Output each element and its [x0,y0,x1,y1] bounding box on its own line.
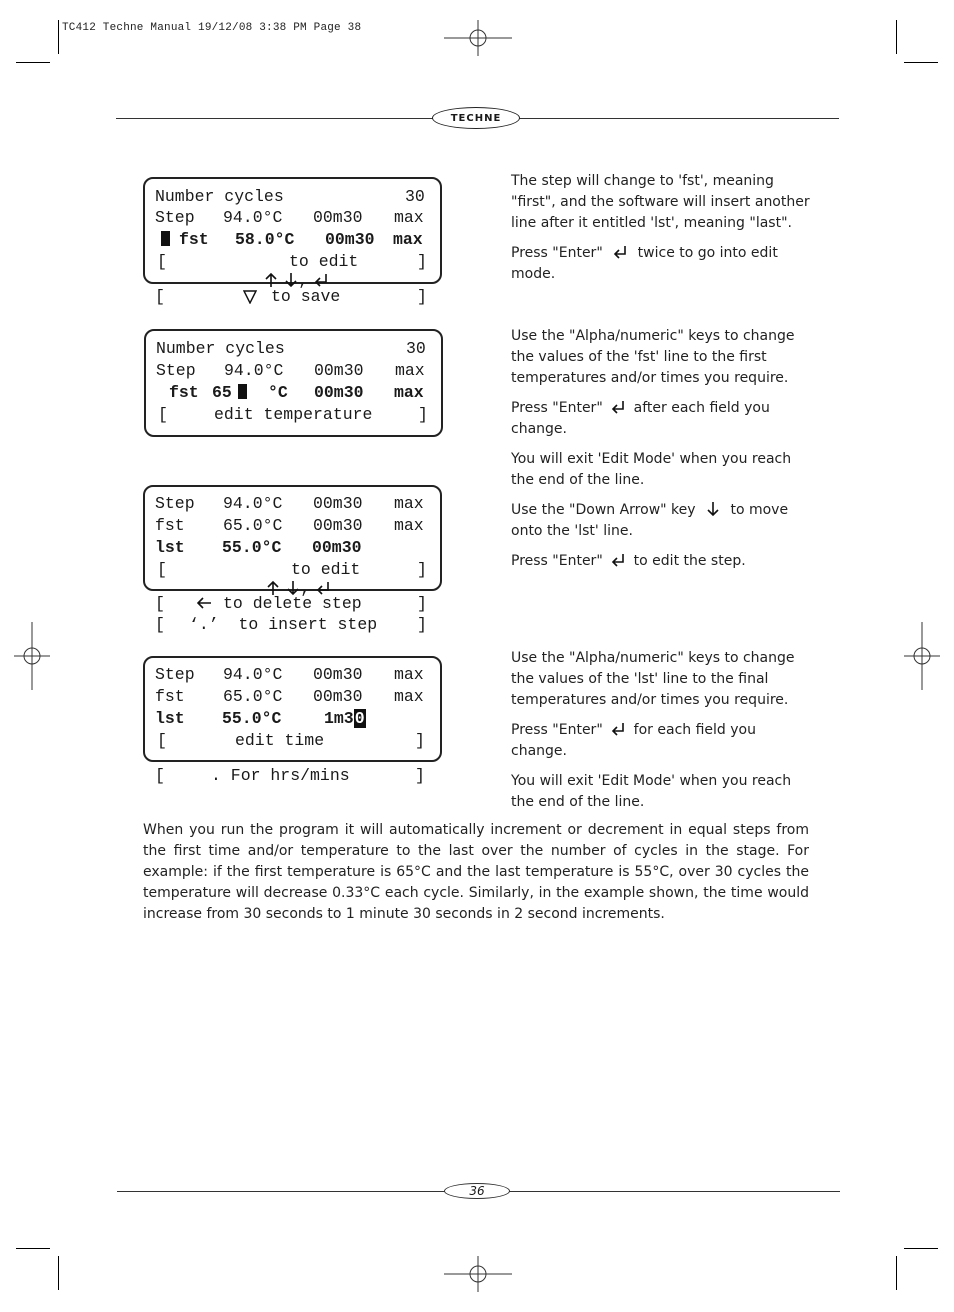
description-text [511,500,811,542]
lcd-temperature: 65 [212,383,232,402]
lcd-cursor [238,384,247,399]
hint-text: to delete step [223,594,362,613]
lcd-time: 00m30 [314,383,364,402]
print-slug: TC412 Techne Manual 19/12/08 3:38 PM Page 38 [62,22,362,34]
lcd-temperature: 65.0°C [223,516,283,535]
description-text: You will exit 'Edit Mode' when you reach the end of the line. [511,773,792,810]
lcd-temperature: 94.0°C [223,494,283,513]
bracket: [ [157,252,167,271]
lcd-temperature: 94.0°C [223,208,283,227]
text-fragment: after each field you change. [511,400,770,437]
enter-return-icon [314,272,328,288]
hint-text: . For hrs/mins [211,766,350,785]
lcd-value: 30 [406,339,426,358]
lcd-max: max [394,208,424,227]
lcd-row [155,665,428,687]
crop-mark [896,20,897,54]
lcd-row-highlighted [155,538,428,560]
lcd-label: lst [155,538,185,557]
down-triangle-icon [243,288,257,304]
text-fragment: Press "Enter" [511,400,603,416]
text-fragment: Press "Enter" [511,553,603,569]
enter-return-icon [613,244,627,260]
lcd-temperature: 55.0°C [222,709,282,728]
left-arrow-icon [197,595,211,611]
separator: , [300,579,311,598]
bracket: [ [155,615,165,634]
lcd-label: fst [155,687,185,706]
lcd-time: 00m30 [313,516,363,535]
bracket: ] [417,252,427,271]
text-fragment: Press "Enter" [511,245,603,261]
lcd-row-hint [155,731,428,753]
lcd-screen-edit-temperature [144,329,443,437]
lcd-below-hint [155,615,430,637]
lcd-label: Number cycles [156,339,285,358]
description-text: Use the "Alpha/numeric" keys to change the values of the 'lst' line to the final temperatures and/or times you require. [511,650,795,708]
lcd-max: max [394,687,424,706]
lcd-row-hint [156,405,429,427]
bracket: [ [155,766,165,785]
lcd-temperature: 58.0°C [235,230,295,249]
lcd-time: 1m3 [324,709,354,728]
bracket: [ [157,560,167,579]
registration-mark-icon [444,20,512,56]
lcd-cursor-digit: 0 [354,709,365,728]
enter-return-icon [611,552,625,568]
lcd-label: Step [155,494,195,513]
description-text: Use the "Alpha/numeric" keys to change the values of the 'fst' line to the first temperatures and/or times you require. [511,328,795,386]
lcd-row-highlighted [156,383,429,405]
bracket: ] [417,560,427,579]
lcd-time: 00m30 [313,494,363,513]
description-text [511,243,811,285]
lcd-label: fst [179,230,209,249]
bracket: [ [157,731,167,750]
lcd-below-hint [155,594,430,616]
lcd-row [155,494,428,516]
text-fragment: Press "Enter" [511,722,603,738]
lcd-row [155,516,428,538]
down-arrow-icon [284,272,298,288]
crop-mark [904,1248,938,1249]
body-paragraph: When you run the program it will automatically increment or decrement in equal steps from the first time and/or temperature to the last over the number of cycles in the stage. For example: if the first temperature is 65°C and the last temperature is 55°C, over 30 cycles the temperature will decrease 0.33°C each cycle. Similarly, in the example shown, the time would increase from 30 seconds to 1 minute 30 seconds in 2 second increments. [143,822,809,922]
lcd-row-highlighted [155,230,428,252]
bracket: [ [155,594,165,613]
lcd-time: 00m30 [312,538,362,557]
hint-text: ‘.’ to insert step [189,615,378,634]
page-number-text: 36 [469,1184,485,1198]
lcd-label: Step [156,361,196,380]
hint-text: to save [271,287,341,306]
lcd-temperature: 94.0°C [223,665,283,684]
text-fragment: for each field you change. [511,722,756,759]
lcd-max: max [394,516,424,535]
text-fragment: twice to go into edit mode. [511,245,778,282]
lcd-time: 00m30 [313,687,363,706]
description-text [511,720,811,762]
crop-mark [16,1248,50,1249]
lcd-below-hint [155,287,430,309]
lcd-temperature: 55.0°C [222,538,282,557]
hint-text: to edit [289,252,359,271]
lcd-cursor [161,231,170,246]
registration-mark-icon [904,622,940,690]
lcd-row [156,361,429,383]
text-fragment: to move onto the 'lst' line. [511,502,789,539]
lcd-row [155,687,428,709]
lcd-row [155,208,428,230]
lcd-row-highlighted [155,709,428,731]
lcd-row [156,339,429,361]
lcd-time: 00m30 [313,665,363,684]
lcd-below-hint [155,766,430,788]
lcd-max: max [394,494,424,513]
hint-text: to edit [291,560,361,579]
lcd-label: Step [155,208,195,227]
lcd-label: lst [155,709,185,728]
description-text [511,398,811,440]
lcd-value: 30 [405,187,425,206]
lcd-time: 00m30 [313,208,363,227]
down-arrow-icon [706,501,720,517]
description-block [511,648,811,813]
page-number [444,1183,510,1199]
lcd-max: max [394,383,424,402]
description-text: You will exit 'Edit Mode' when you reach the end of the line. [511,451,792,488]
lcd-max: max [393,230,423,249]
description-text [511,551,811,572]
hint-text: edit time [235,731,325,750]
bracket: ] [417,287,427,306]
bracket: ] [417,615,427,634]
lcd-screen-edit-time [143,656,442,762]
crop-mark [58,20,59,54]
lcd-row-hint [155,252,428,290]
description-block [511,326,811,572]
logo-text: TECHNE [450,112,502,124]
lcd-label: fst [169,383,199,402]
lcd-temperature: 94.0°C [224,361,284,380]
bracket: ] [415,731,425,750]
lcd-label: Step [155,665,195,684]
lcd-row [155,187,428,209]
lcd-label: fst [155,516,185,535]
bracket: ] [415,766,425,785]
crop-mark [904,62,938,63]
lcd-time: 00m30 [314,361,364,380]
text-fragment: Use the "Down Arrow" key [511,502,696,518]
techne-logo [432,107,520,129]
registration-mark-icon [444,1256,512,1292]
description-text: The step will change to 'fst', meaning "first", and the software will insert another line after it entitled 'lst', meaning "last". [511,173,810,231]
lcd-time: 00m30 [325,230,375,249]
registration-mark-icon [14,622,50,690]
enter-return-icon [611,721,625,737]
hint-text: edit temperature [214,405,373,424]
lcd-row-hint [155,560,428,598]
enter-return-icon [611,399,625,415]
lcd-screen-fst-inserted [143,177,442,290]
lcd-unit: °C [268,383,288,402]
lcd-label: Number cycles [155,187,284,206]
lcd-temperature: 65.0°C [223,687,283,706]
up-arrow-icon [264,272,278,288]
bracket: [ [155,287,165,306]
crop-mark [896,1256,897,1290]
crop-mark [16,62,50,63]
bracket: ] [417,594,427,613]
lcd-max: max [395,361,425,380]
lcd-screen-lst-line [143,485,442,598]
bracket: ] [418,405,428,424]
description-block [511,171,811,285]
bracket: [ [158,405,168,424]
text-fragment: to edit the step. [633,553,746,569]
lcd-max: max [394,665,424,684]
crop-mark [58,1256,59,1290]
separator: , [298,271,309,290]
